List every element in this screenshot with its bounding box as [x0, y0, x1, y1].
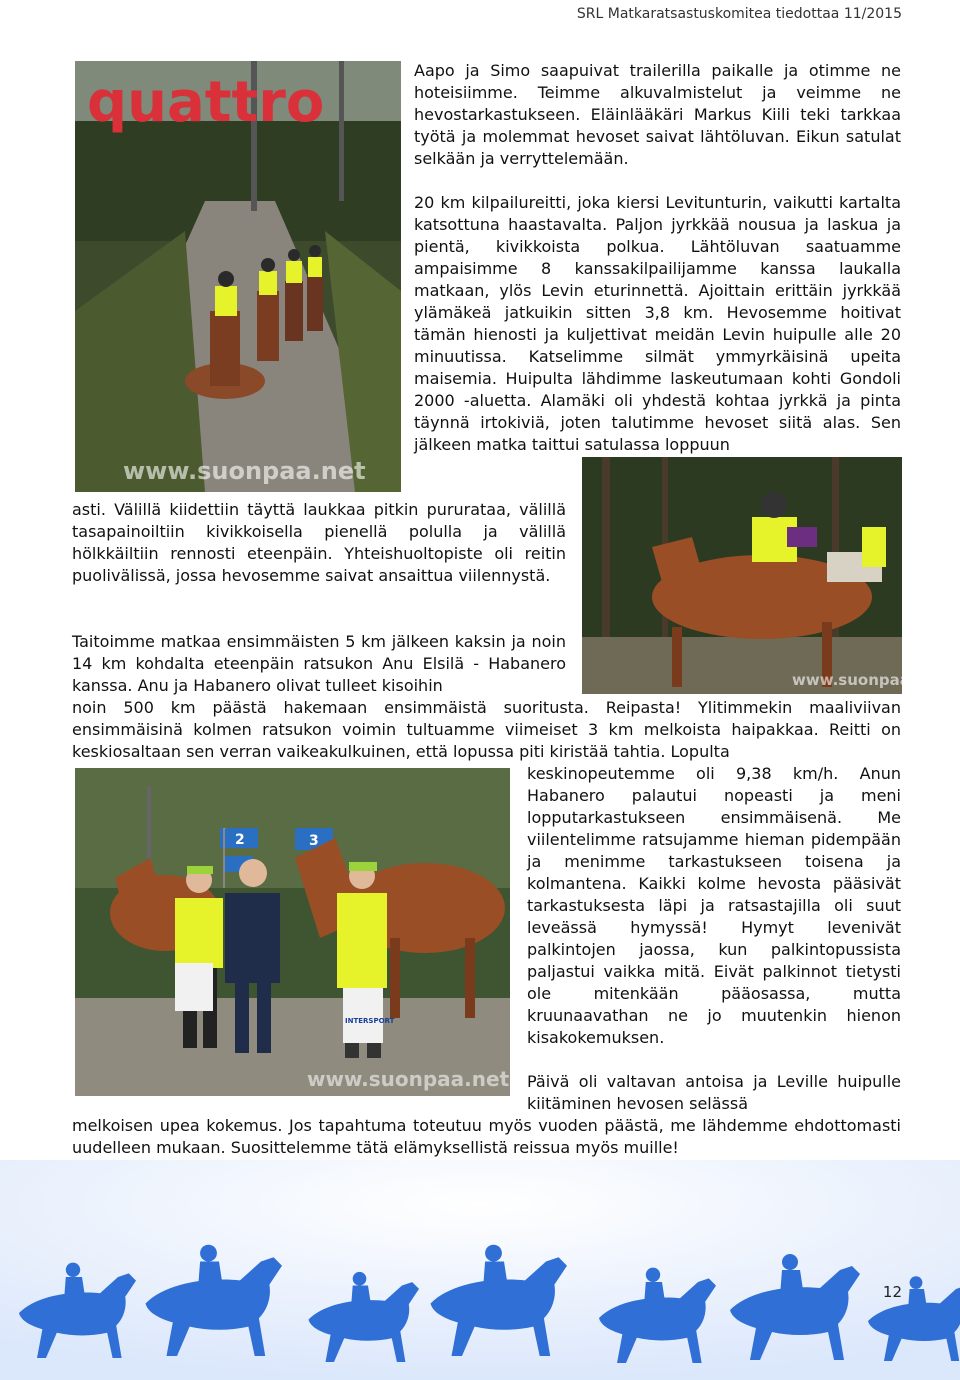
sign-number: 3 [309, 833, 319, 849]
paragraph-arrival: Aapo ja Simo saapuivat trailerilla paikalle ja otimme ne hoteisiimme. Teimme alkuvalmistelut ja veimme ne hevostarkastukseen. Eläinlääkäri Markus Kiili teki tarkkaa työtä ja molemmat hevoset saivat lähtöluvan. Eikun satulat selkään ja verryttelemään. [414, 61, 901, 168]
paragraph-finish: keskinopeutemme oli 9,38 km/h. Anun Habanero palautui nopeasti ja meni lopputarkastukseen ensimmäisenä. Me viilentelimme ratsujamme hieman pidempään ja menimme tarkastukseen toisena ja kolmantena. Kaikki kolme hevosta pääsivät tarkastuksesta läpi ja ratsastajilla oli suut leveässä hymyssä! Hymyt levenivät palkintojen jaossa, kun palkintopussista paljastui vaikka mitä. Eivät palkinnot tietysti ole mitenkään pääosassa, mutta kruunaavathan ne jo muutenkin hienon kisakokemuksen. [527, 764, 901, 1047]
page-number: 12 [882, 1283, 902, 1301]
paragraph-route-wrap: 20 km kilpailureitti, joka kiersi Levitunturin, vaikutti kartalta katsottuna haastavalta. Paljon jyrkkää nousua ja laskua ja pientä, kivikkoista polkua. Lähtöluvan saatuamme ampaisimme 8 kanssakilpailijamme kanssa laukalla matkaan, ylös Levin eturinnettä. Ajoittain erittäin jyrkkää ylämäkeä jatkuikin sitten 3,8 km. Hevosemme hoitivat tämän hienosti ja kuljettivat meidän Levin huipulle alle 20 minuutissa. Katselimme silmät ymmyrkäisinä upeita maisemia. Huipulta lähdimme laskeutumaan kohti Gondoli 2000 -aluetta. Alamäki oli yhdestä kohtaa jyrkkä ja pinta täynnä irtokiviä, joten talutimme hevoset siitä alas. Sen jälkeen matka taittui satulassa loppuun [414, 193, 901, 454]
sign-number: 2 [235, 832, 245, 848]
page-header: SRL Matkaratsastuskomitea tiedottaa 11/2015 [576, 6, 902, 22]
photo-rider-forest [582, 457, 944, 694]
footer-horse-silhouettes [0, 1160, 960, 1380]
photo-watermark: www.suonpaa.net [792, 671, 944, 689]
paragraph-summary-full: melkoisen upea kokemus. Jos tapahtuma toteutuu myös vuoden päästä, me lähdemme ehdottomasti uudelleen mukaan. Suosittelemme tätä elämyksellistä reissua myös muille! [72, 1116, 901, 1157]
paragraph-summary-wrap: Päivä oli valtavan antoisa ja Leville huipulle kiitäminen hevosen selässä [527, 1072, 901, 1113]
photo-watermark: www.suonpaa.net [123, 457, 366, 485]
paragraph-route-rest: asti. Välillä kiidettiin täyttä laukkaa pitkin pururataa, välillä tasapainoiltiin kivikkoisella pienellä polulla ja välillä hölkkäiltiin rennosti eteenpäin. Yhteishuoltopiste oli reitin puolivälissä, jossa hevosemme saivat ansaittua viilennystä. [72, 500, 566, 585]
bag-text: INTERSPORT [345, 1017, 395, 1025]
paragraph-ride-wrap: Taitoimme matkaa ensimmäisten 5 km jälkeen kaksin ja noin 14 km kohdalta eteenpäin ratsukon Anu Elsilä - Habanero kanssa. Anu ja Habanero olivat tulleet kisoihin [72, 632, 566, 695]
photo-riders-prizes [75, 768, 510, 1096]
quattro-sign: quattro [87, 70, 325, 135]
photo-watermark: www.suonpaa.net [307, 1067, 510, 1091]
paragraph-ride-full: noin 500 km päästä hakemaan ensimmäistä suoritusta. Reipasta! Ylitimmekin maaliviivan ensimmäisinä kolmen ratsukon voimin tultuamme viimeiset 3 km melkoista haipakkaa. Reitti on keskiosaltaan sen verran vaikeakulkuinen, että lopussa piti kiristää tahtia. Lopulta [72, 698, 901, 761]
photo-riders-descending [75, 61, 401, 492]
